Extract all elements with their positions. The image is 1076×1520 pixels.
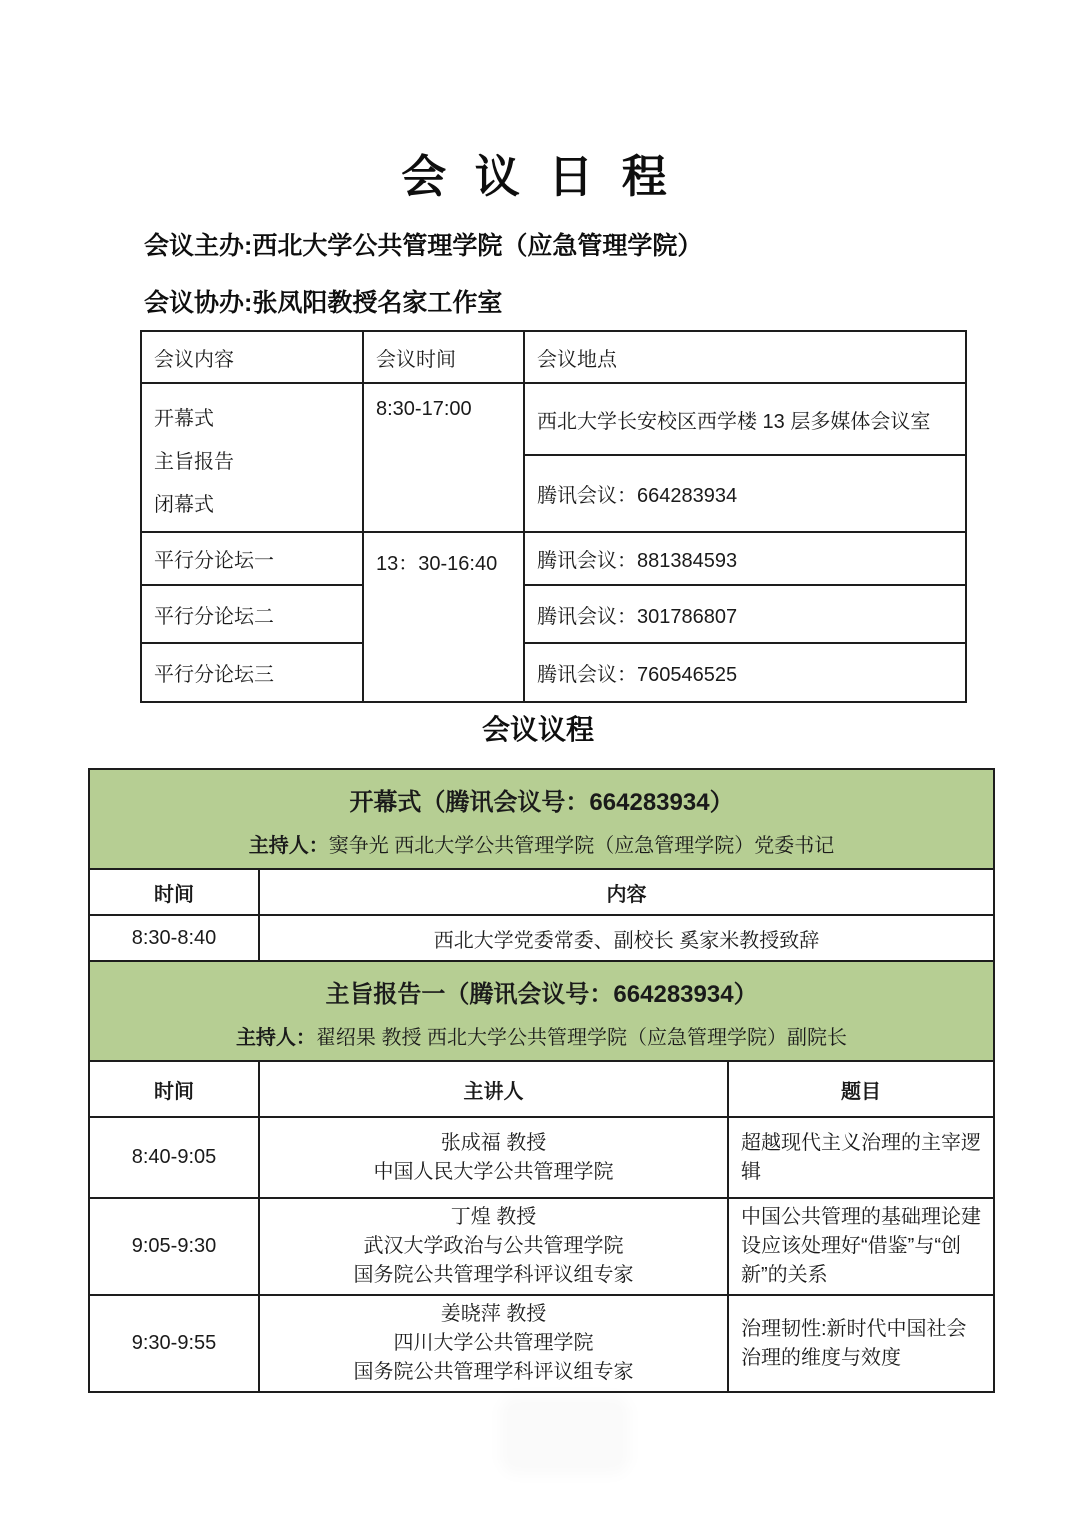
table-row — [89, 1117, 994, 1198]
page-title: 会 议 日 程 — [401, 151, 675, 202]
keynote1-col-time: 时间 — [89, 1061, 259, 1117]
co-organizer-value: 张凤阳教授名家工作室 — [252, 289, 503, 317]
table-row — [89, 1295, 994, 1392]
schedule-header-location: 会议地点 — [524, 331, 966, 383]
organizer-value: 西北大学公共管理学院（应急管理学院） — [252, 232, 703, 260]
speaker-affiliation: 国务院公共管理学科评议组专家 — [353, 1361, 634, 1383]
table-row — [89, 961, 994, 1061]
table-row — [89, 769, 994, 869]
keynote1-row3-speaker — [259, 1295, 728, 1392]
keynote1-host-label: 主持人： — [235, 1027, 316, 1049]
forum2-content-cell: 平行分论坛二 — [141, 585, 363, 643]
table-row — [89, 1061, 994, 1117]
speaker-name: 姜晓萍 教授 — [440, 1303, 547, 1325]
plenary-line-opening: 开幕式 — [154, 408, 214, 430]
speaker-name: 张成福 教授 — [440, 1131, 547, 1154]
table-row — [141, 383, 966, 455]
keynote1-row2-speaker — [259, 1198, 728, 1295]
plenary-content-cell — [141, 383, 363, 532]
opening-host-line — [100, 829, 983, 858]
speaker-affiliation: 四川大学公共管理学院 — [393, 1332, 594, 1354]
keynote1-row2-topic: 中国公共管理的基础理论建设应该处理好“借鉴”与“创新”的关系 — [728, 1198, 994, 1295]
keynote1-row2-time: 9:05-9:30 — [89, 1198, 259, 1295]
organizer-line — [144, 226, 964, 262]
keynote1-band-title: 主旨报告一（腾讯会议号：664283934） — [325, 981, 758, 1008]
schedule-table — [140, 330, 967, 703]
opening-band-title: 开幕式（腾讯会议号：664283934） — [349, 789, 734, 816]
opening-col-content: 内容 — [259, 869, 994, 915]
opening-host-value: 窦争光 西北大学公共管理学院（应急管理学院）党委书记 — [328, 835, 835, 857]
forum2-meeting-id: 腾讯会议：301786807 — [524, 585, 966, 643]
keynote1-row3-topic: 治理韧性:新时代中国社会治理的维度与效度 — [728, 1295, 994, 1392]
plenary-time-cell: 8:30-17:00 — [363, 383, 524, 532]
table-row — [141, 585, 966, 643]
speaker-affiliation: 中国人民大学公共管理学院 — [373, 1160, 614, 1183]
table-row — [89, 1198, 994, 1295]
keynote1-row1-speaker — [259, 1117, 728, 1198]
table-row — [89, 869, 994, 915]
speaker-name: 丁煌 教授 — [450, 1206, 537, 1228]
speaker-affiliation: 武汉大学政治与公共管理学院 — [363, 1235, 624, 1257]
plenary-line-keynote: 主旨报告 — [154, 451, 234, 473]
agenda-table — [88, 768, 995, 1393]
keynote1-col-topic: 题目 — [728, 1061, 994, 1117]
table-row — [141, 643, 966, 702]
schedule-header-content: 会议内容 — [141, 331, 363, 383]
forum3-content-cell: 平行分论坛三 — [141, 643, 363, 702]
forum1-meeting-id: 腾讯会议：881384593 — [524, 532, 966, 585]
forum3-meeting-id: 腾讯会议：760546525 — [524, 643, 966, 702]
opening-host-label: 主持人： — [248, 835, 329, 857]
keynote1-row3-time: 9:30-9:55 — [89, 1295, 259, 1392]
co-organizer-line — [144, 283, 964, 319]
table-row — [141, 532, 966, 585]
plenary-meeting-id: 腾讯会议：664283934 — [524, 455, 966, 532]
opening-row-time: 8:30-8:40 — [89, 915, 259, 961]
keynote1-band — [89, 961, 994, 1061]
keynote1-row1-topic: 超越现代主义治理的主宰逻辑 — [728, 1117, 994, 1198]
opening-col-time: 时间 — [89, 869, 259, 915]
plenary-location-cell: 西北大学长安校区西学楼 13 层多媒体会议室 — [524, 383, 966, 455]
plenary-line-closing: 闭幕式 — [154, 494, 214, 516]
opening-band — [89, 769, 994, 869]
organizer-label: 会议主办: — [144, 232, 253, 260]
forums-time-cell: 13：30-16:40 — [363, 532, 524, 702]
keynote1-host-line — [100, 1021, 983, 1050]
keynote1-row1-time: 8:40-9:05 — [89, 1117, 259, 1198]
keynote1-col-speaker: 主讲人 — [259, 1061, 728, 1117]
co-organizer-label: 会议协办: — [144, 289, 253, 317]
table-row — [89, 915, 994, 961]
agenda-heading: 会议议程 — [481, 714, 594, 745]
opening-row-content: 西北大学党委常委、副校长 奚家米教授致辞 — [259, 915, 994, 961]
keynote1-host-value: 翟绍果 教授 西北大学公共管理学院（应急管理学院）副院长 — [315, 1027, 848, 1049]
forum1-content-cell: 平行分论坛一 — [141, 532, 363, 585]
schedule-header-time: 会议时间 — [363, 331, 524, 383]
speaker-affiliation: 国务院公共管理学科评议组专家 — [353, 1264, 634, 1286]
faint-watermark — [500, 1395, 630, 1475]
